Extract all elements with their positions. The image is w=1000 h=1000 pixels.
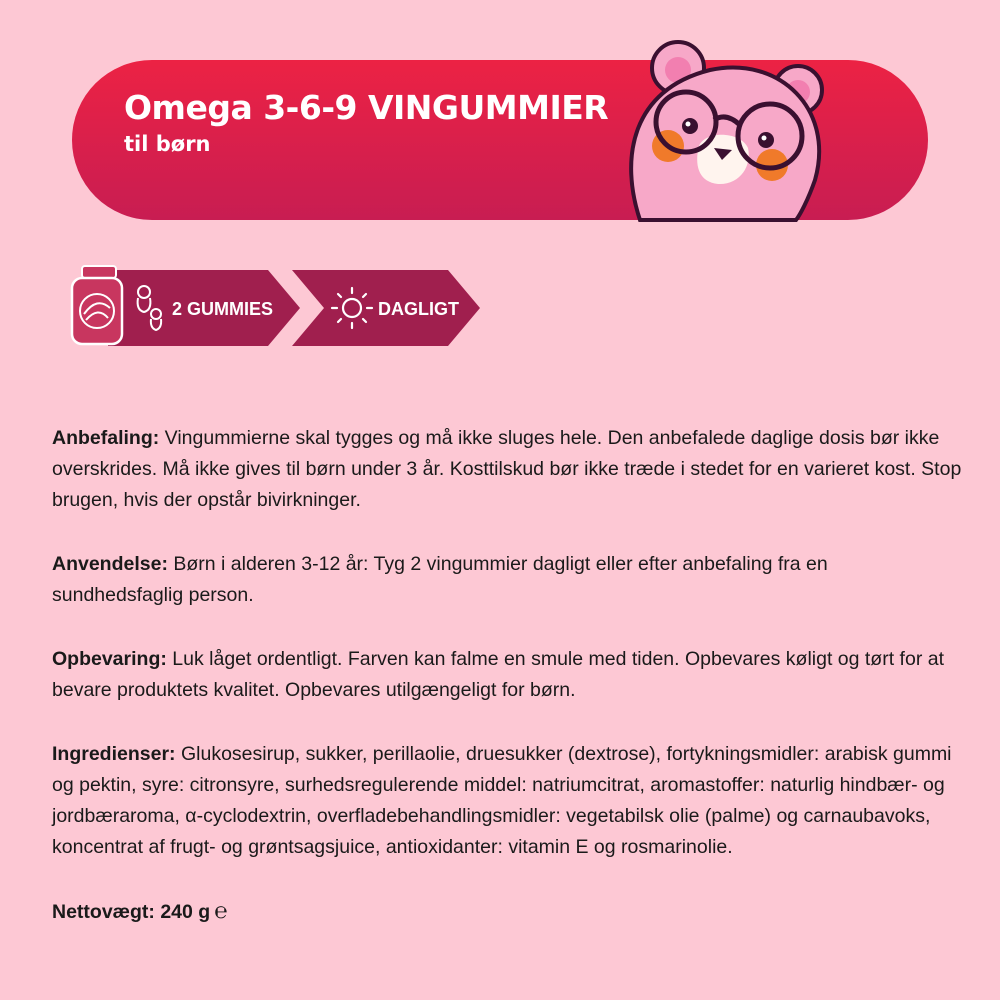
info-text [52, 423, 962, 961]
section-label: Anvendelse: [52, 553, 168, 575]
section-label: Ingredienser: [52, 743, 176, 765]
bear-mascot-icon [600, 30, 840, 225]
jar-icon [72, 266, 122, 344]
section-anvendelse [52, 549, 962, 611]
section-text: Vingummierne skal tygges og må ikke sluges hele. Den anbefalede daglige dosis bør ikke overskrides. Må ikke gives til børn under 3 år. Kosttilskud bør ikke træde i stedet for en varieret kost. Stop brugen, hvis der opstår bivirkninger. [52, 427, 962, 511]
section-ingredienser [52, 739, 962, 863]
usage-badges [68, 262, 488, 352]
section-text: Glukosesirup, sukker, perillaolie, druesukker (dextrose), fortykningsmidler: arabisk gummi og pektin, syre: citronsyre, surhedsregulerende middel: natriumcitrat, aromastoffer: naturlig hindbær- og jordbæraroma, α-cyclodextrin, overfladebehandlingsmidler: vegetabilsk olie (palme) og carnaubavoks, koncentrat af frugt- og grøntsagsjuice, antioxidanter: vitamin E og rosmarinolie. [52, 743, 952, 858]
net-weight [52, 896, 962, 928]
product-subtitle: til børn [124, 132, 211, 156]
section-label: Opbevaring: [52, 648, 167, 670]
estimated-sign-icon: ℮ [214, 899, 228, 924]
badge-gummies-label: 2 GUMMIES [172, 299, 274, 319]
section-text: Luk låget ordentligt. Farven kan falme en smule med tiden. Opbevares køligt og tørt for at bevare produktets kvalitet. Opbevares utilgængeligt for børn. [52, 648, 944, 701]
product-title: Omega 3-6-9 VINGUMMIER [124, 88, 609, 127]
net-weight-label: Nettovægt: 240 g [52, 901, 211, 923]
section-opbevaring [52, 644, 962, 706]
section-text: Børn i alderen 3-12 år: Tyg 2 vingummier dagligt eller efter anbefaling fra en sundhedsfaglig person. [52, 553, 828, 606]
section-label: Anbefaling: [52, 427, 160, 449]
badge-daily-label: DAGLIGT [378, 299, 459, 319]
section-anbefaling [52, 423, 962, 516]
